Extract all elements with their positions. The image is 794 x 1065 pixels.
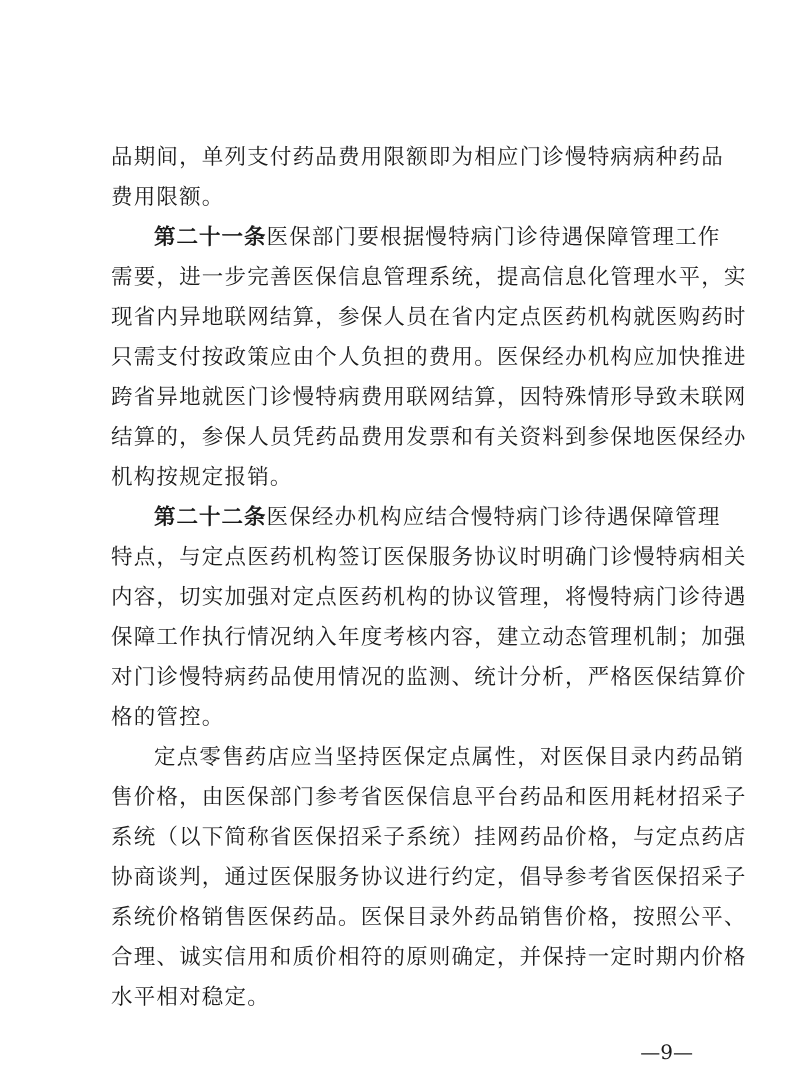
article-first-line [111, 498, 721, 538]
text-line: 需要，进一步完善医保信息管理系统，提高信息化管理水平，实 [111, 265, 747, 290]
text-line: 系统（以下简称省医保招采子系统）挂网药品价格，与定点药店 [111, 825, 747, 850]
text-line: 售价格，由医保部门参考省医保信息平台药品和医用耗材招采子 [111, 785, 747, 810]
paragraph-retail-pharmacy [111, 738, 747, 1018]
document-body [111, 138, 747, 1018]
article-label: 第二十一条 [154, 225, 267, 250]
page-number: —9— [640, 1040, 693, 1064]
text-line: 结算的，参保人员凭药品费用发票和有关资料到参保地医保经办 [111, 425, 747, 450]
text-line: 对门诊慢特病药品使用情况的监测、统计分析，严格医保结算价 [111, 665, 747, 690]
article-label: 第二十二条 [154, 505, 267, 530]
text-line: 跨省异地就医门诊慢特病费用联网结算，因特殊情形导致未联网 [111, 385, 747, 410]
text-line: 合理、诚实信用和质价相符的原则确定，并保持一定时期内价格 [111, 945, 747, 970]
text-line: 保障工作执行情况纳入年度考核内容，建立动态管理机制；加强 [111, 625, 747, 650]
text-line: 现省内异地联网结算，参保人员在省内定点医药机构就医购药时 [111, 305, 747, 330]
text-line: 品期间，单列支付药品费用限额即为相应门诊慢特病病种药品 [111, 145, 724, 170]
text-line: 系统价格销售医保药品。医保目录外药品销售价格，按照公平、 [111, 905, 747, 930]
text-line: 特点，与定点医药机构签订医保服务协议时明确门诊慢特病相关 [111, 545, 747, 570]
text-line: 只需支付按政策应由个人负担的费用。医保经办机构应加快推进 [111, 345, 747, 370]
text-line: 机构按规定报销。 [111, 465, 293, 490]
text-line: 水平相对稳定。 [111, 985, 270, 1010]
text-line: 格的管控。 [111, 705, 225, 730]
paragraph-first-line: 定点零售药店应当坚持医保定点属性，对医保目录内药品销 [154, 745, 745, 770]
article-first-line [111, 218, 721, 258]
article-22 [111, 498, 747, 738]
article-21 [111, 218, 747, 498]
text-line: 内容，切实加强对定点医药机构的协议管理，将慢特病门诊待遇 [111, 585, 747, 610]
article-first-text: 医保部门要根据慢特病门诊待遇保障管理工作 [266, 225, 721, 250]
text-line: 费用限额。 [111, 185, 225, 210]
article-first-text: 医保经办机构应结合慢特病门诊待遇保障管理 [266, 505, 721, 530]
paragraph-continuation [111, 138, 724, 218]
text-line: 协商谈判，通过医保服务协议进行约定，倡导参考省医保招采子 [111, 865, 747, 890]
